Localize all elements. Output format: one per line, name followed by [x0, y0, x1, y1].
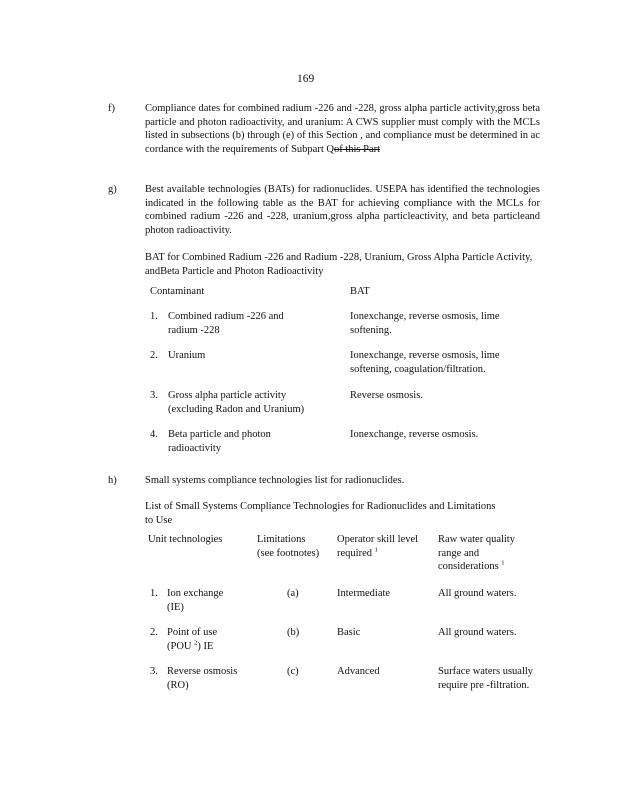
limitation-cell: (b): [287, 627, 300, 638]
limitation-cell: (c): [287, 666, 299, 677]
unit-technology-text-end: ) IE: [197, 640, 214, 652]
footnote-ref: 2: [194, 639, 198, 646]
bat-cell: Reverse osmosis.: [350, 390, 423, 401]
row-number: 1.: [150, 311, 158, 322]
bat-table-title: BAT for Combined Radium -226 and Radium -228, Uranium, Gross Alpha Particle Activity, andBeta Particle and Photon Radioactivity: [145, 252, 533, 277]
operator-skill-cell: Advanced: [337, 666, 380, 677]
row-number: 3.: [150, 666, 158, 677]
bat-header-bat: BAT: [350, 286, 370, 297]
contaminant-cell: Beta particle and photon radioactivity: [168, 429, 271, 454]
page-number: 169: [297, 73, 315, 85]
row-number: 2.: [150, 627, 158, 638]
bat-cell: Ionexchange, reverse osmosis.: [350, 429, 479, 440]
section-f-paragraph: [145, 102, 540, 156]
contaminant-cell: Gross alpha particle activity (excluding Radon and Uranium): [168, 390, 305, 415]
header-operator-skill: [337, 533, 429, 560]
operator-skill-cell: Intermediate: [337, 588, 391, 599]
bat-header-contaminant: Contaminant: [150, 286, 205, 297]
operator-skill-cell: Basic: [337, 627, 361, 638]
footnote-ref: 1: [501, 559, 505, 567]
header-raw-water: [438, 533, 528, 574]
raw-water-cell: Surface waters usually require pre -filtration.: [438, 666, 534, 691]
raw-water-cell: All ground waters.: [438, 588, 517, 599]
limitation-cell: (a): [287, 588, 299, 599]
header-unit-technologies: Unit technologies: [148, 534, 223, 545]
raw-water-cell: All ground waters.: [438, 627, 517, 638]
small-systems-table-title: List of Small Systems Compliance Technologies for Radionuclides and Limitations to Use: [145, 501, 496, 526]
contaminant-cell: Combined radium -226 and radium -228: [168, 311, 284, 336]
footnote-ref: 1: [374, 546, 378, 553]
section-f-struck-text: of this Part: [333, 143, 381, 155]
section-g-paragraph: Best available technologies (BATs) for radionuclides. USEPA has identified the technologies indicated in the following table as the BAT for achieving compliance with the MCLs for combined radium -226 and -228, uranium,gross alpha particleactivity, and beta particleand photon radioactivity.: [145, 184, 540, 236]
unit-technology-text: Point of use (POU: [167, 627, 218, 652]
section-h-paragraph: Small systems compliance technologies list for radionuclides.: [145, 475, 405, 486]
row-number: 1.: [150, 588, 158, 599]
bat-cell: Ionexchange, reverse osmosis, lime softening, coagulation/filtration.: [350, 350, 500, 375]
contaminant-cell: Uranium: [168, 350, 206, 361]
row-number: 2.: [150, 350, 158, 361]
header-limitations: Limitations (see footnotes): [257, 534, 320, 559]
row-number: 3.: [150, 390, 158, 401]
header-raw-water-text: Raw water quality range and considerations: [438, 534, 515, 572]
unit-technology-cell: [167, 626, 237, 653]
row-number: 4.: [150, 429, 158, 440]
section-h-marker: h): [108, 475, 117, 486]
section-f-text: Compliance dates for combined radium -226 and -228, gross alpha particle activity,gross beta particle and photon radioactivity, and uranium: A CWS supplier must comply with the MCLs listed in subsections (b) through (e) of this Section , and compliance must be determined in ac cordance with the requirements of Subpart Q: [145, 103, 540, 155]
bat-cell: Ionexchange, reverse osmosis, lime softening.: [350, 311, 500, 336]
section-f-marker: f): [108, 103, 115, 114]
section-g-marker: g): [108, 184, 117, 195]
unit-technology-cell: Reverse osmosis (RO): [167, 666, 238, 691]
header-operator-skill-text: Operator skill level required: [337, 534, 419, 559]
unit-technology-cell: Ion exchange (IE): [167, 588, 224, 613]
